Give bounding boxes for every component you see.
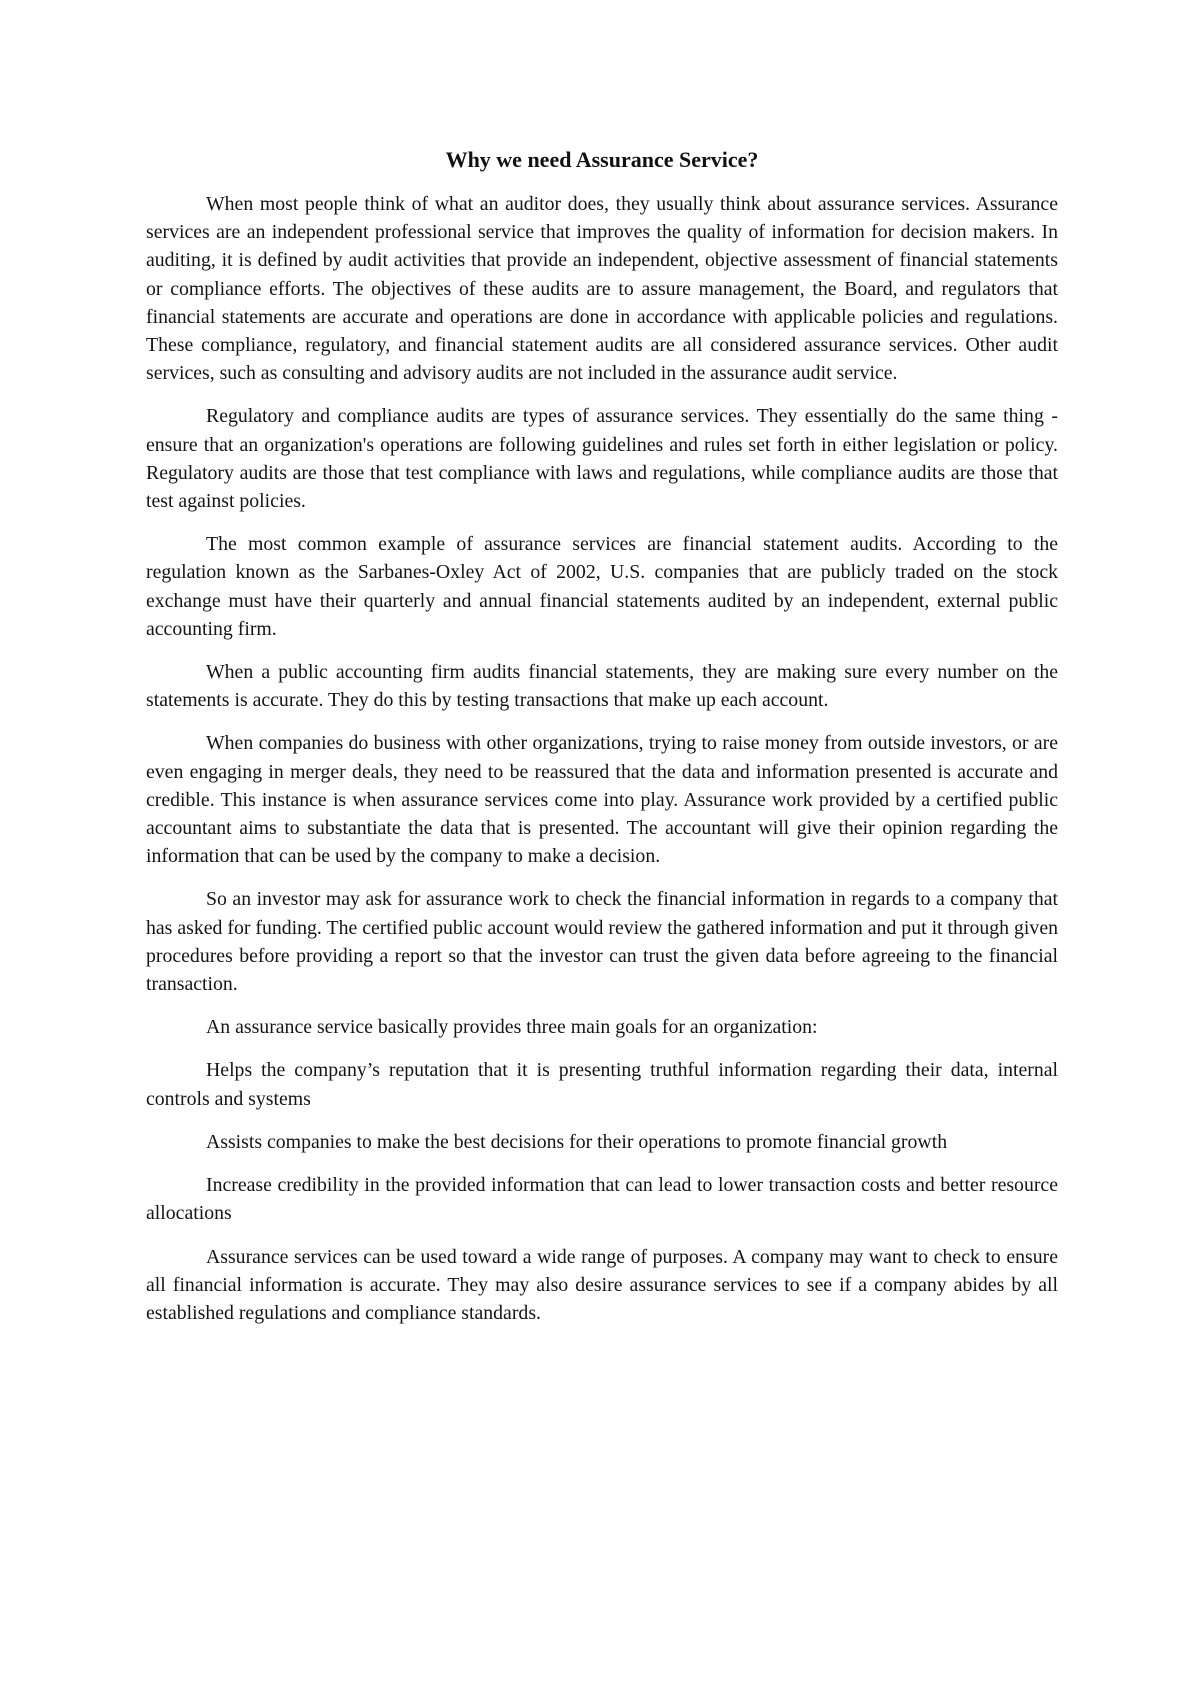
paragraph-business-with-organizations: When companies do business with other organizations, trying to raise money from outside investors, or are even engaging in merger deals, they need to be reassured that the data and information presented is accurate and credible. This instance is when assurance services come into play. Assurance work provided by a certified public accountant aims to substantiate the data that is presented. The accountant will give their opinion regarding the information that can be used by the company to make a decision.	[146, 732, 1058, 868]
document-title: Why we need Assurance Service?	[445, 147, 759, 172]
paragraph-goal-reputation: Helps the company’s reputation that it is presenting truthful information regarding their data, internal controls and systems	[146, 1059, 1058, 1110]
paragraph-regulatory-compliance: Regulatory and compliance audits are types of assurance services. They essentially do the same thing - ensure that an organization's operations are following guidelines and rules set forth in either legislation or policy. Regulatory audits are those that test compliance with laws and regulations, while compliance audits are those that test against policies.	[146, 405, 1058, 513]
paragraph-investor-example: So an investor may ask for assurance work to check the financial information in regards to a company that has asked for funding. The certified public account would review the gathered information and put it through given procedures before providing a report so that the investor can trust the given data before agreeing to the financial transaction.	[146, 888, 1058, 996]
paragraph-three-goals-intro: An assurance service basically provides three main goals for an organization:	[206, 1016, 818, 1039]
paragraph-financial-statement-audits: The most common example of assurance services are financial statement audits. According to the regulation known as the Sarbanes-Oxley Act of 2002, U.S. companies that are publicly traded on the stock exchange must have their quarterly and annual financial statements audited by an independent, external public accounting firm.	[146, 533, 1058, 640]
paragraph-intro: When most people think of what an auditor does, they usually think about assurance services. Assurance services are an independent professional service that improves the quality of information for decision makers. In auditing, it is defined by audit activities that provide an independent, objective assessment of financial statements or compliance efforts. The objectives of these audits are to assure management, the Board, and regulators that financial statements are accurate and operations are done in accordance with applicable policies and regulations. These compliance, regulatory, and financial statement audits are all considered assurance services. Other audit services, such as consulting and advisory audits are not included in the assurance audit service.	[146, 193, 1058, 385]
paragraph-goal-credibility: Increase credibility in the provided information that can lead to lower transaction costs and better resource allocations	[146, 1174, 1058, 1225]
paragraph-public-accounting-firm: When a public accounting firm audits financial statements, they are making sure every number on the statements is accurate. They do this by testing transactions that make up each account.	[146, 661, 1058, 712]
paragraph-goal-decisions: Assists companies to make the best decisions for their operations to promote financial growth	[206, 1130, 948, 1153]
paragraph-conclusion: Assurance services can be used toward a wide range of purposes. A company may want to check to ensure all financial information is accurate. They may also desire assurance services to see if a company abides by all established regulations and compliance standards.	[146, 1245, 1058, 1324]
